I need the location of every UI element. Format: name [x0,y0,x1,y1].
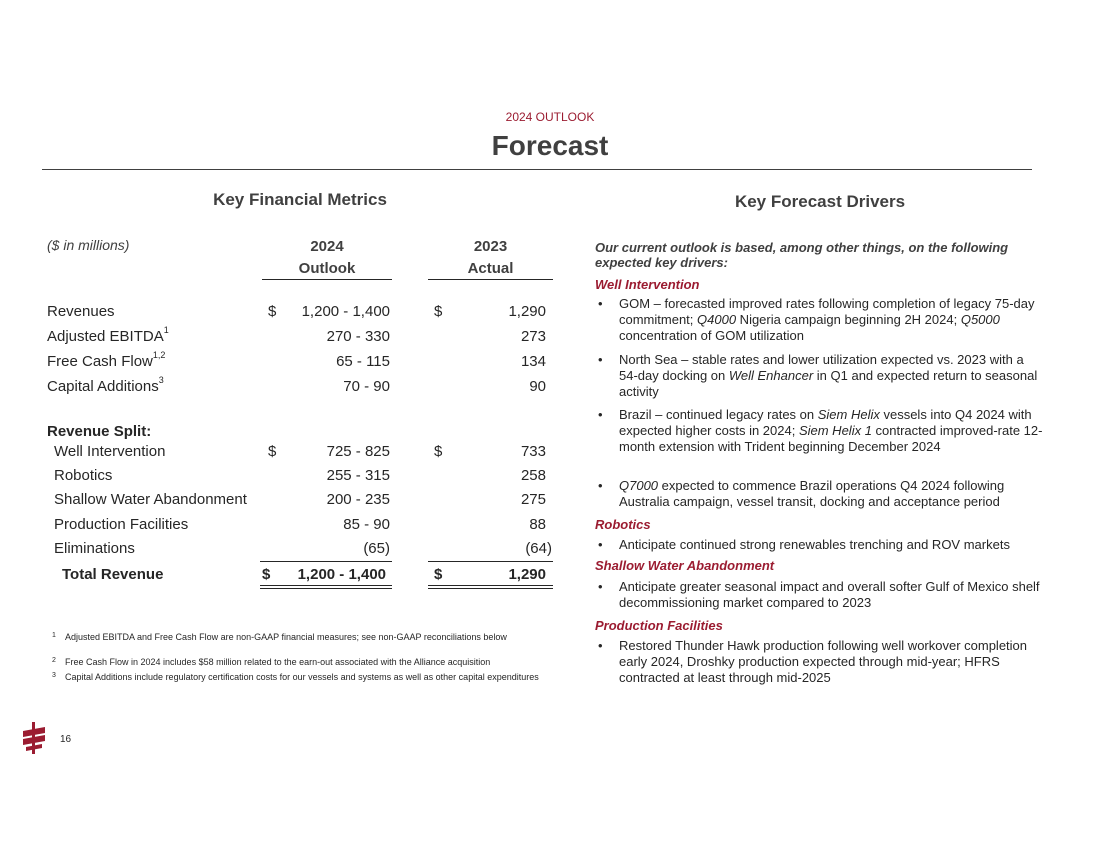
metric-label: Adjusted EBITDA$^1$ [47,325,169,345]
section-eyebrow: 2024 OUTLOOK [505,110,595,124]
currency-2024: $ [268,303,277,320]
helix-logo-icon [20,722,48,754]
split-label: Shallow Water Abandonment [54,491,247,508]
total-label: Total Revenue [62,566,164,583]
metric-row-capital-additions [0,375,600,402]
bullet-dot: • [598,352,603,367]
footnote-2: 2 Free Cash Flow in 2024 includes $58 million related to the earn-out associated with the Alliance acquisition [52,657,491,667]
driver-bullet: • Anticipate continued strong renewables trenching and ROV markets [598,537,1010,552]
metric-label: Capital Additions$^3$ [47,375,164,395]
col-2023-rule [428,279,553,280]
split-label: Eliminations [54,540,135,557]
currency-2024: $ [268,443,277,460]
value-2023: 1,290 [508,566,546,583]
col-2023-header [428,236,553,280]
page-title: Forecast [491,130,609,161]
value-2023: 273 [520,328,546,345]
value-2023: 134 [520,353,546,370]
revenue-split-heading: Revenue Split: [47,423,152,440]
currency-2024: $ [262,566,271,583]
drivers-intro: Our current outlook is based, among other things, on the following expected key drivers: [595,240,1009,270]
currency-2023: $ [434,566,443,583]
units-label: ($ in millions) [47,237,130,253]
bullet-dot: • [598,407,603,422]
value-2023: (64) [525,540,552,557]
driver-bullet: • GOM – forecasted improved rates following completion of legacy 75-day commitment; Q4000 Nigeria campaign beginning 2H 2024; Q5000 concentration of GOM utilization [598,296,1035,343]
col-2024-rule [262,279,392,280]
value-2023: 275 [520,491,546,508]
col-2023-sub: Actual [467,260,514,277]
value-2024: 255 - 315 [326,467,390,484]
footnote-ref: 1 [163,325,169,335]
split-row-well-intervention [0,443,600,467]
value-2024: 725 - 825 [326,443,390,460]
col-2024-year: 2024 [310,238,344,255]
category-robotics: Robotics [595,517,651,532]
page-number: 16 [60,734,72,745]
split-row-robotics [0,467,600,491]
driver-bullet: • North Sea – stable rates and lower utilization expected vs. 2023 with a 54-day docking on Well Enhancer in Q1 and expected return to seasonal activity [598,352,1038,399]
metric-label: Free Cash Flow$^{1,2}$ [47,350,166,370]
footnote-1: 1 Adjusted EBITDA and Free Cash Flow are non-GAAP financial measures; see non-GAAP reconciliations below [52,632,507,642]
metric-row-adjusted-ebitda [0,325,600,352]
total-double-rule-2024 [260,585,392,589]
bullet-dot: • [598,537,603,552]
split-label: Well Intervention [54,443,166,460]
split-row-production-facilities [0,516,600,540]
driver-bullet: • Q7000 expected to commence Brazil operations Q4 2024 following Australia campaign, vessel transit, docking and acceptance period [598,478,1005,509]
metric-label: Revenues [47,303,115,320]
value-2024: (65) [363,540,390,557]
value-2023: 258 [520,467,546,484]
currency-2023: $ [434,303,443,320]
split-row-shallow-water [0,491,600,515]
driver-bullet: • Restored Thunder Hawk production following well workover completion early 2024, Droshky production expected through mid-year; HFRS contracted at least through mid-2025 [598,638,1028,685]
drivers-heading: Key Forecast Drivers [734,192,906,211]
metric-row-free-cash-flow [0,350,600,377]
col-2024-sub: Outlook [298,260,356,277]
driver-bullet: • Anticipate greater seasonal impact and overall softer Gulf of Mexico shelf decommissioning market compared to 2023 [598,579,1040,610]
category-shallow-water: Shallow Water Abandonment [595,558,775,573]
metric-row-revenues [0,303,600,327]
subtotal-rule-2024 [260,561,392,562]
split-label: Production Facilities [54,516,189,533]
subtotal-rule-2023 [428,561,553,562]
bullet-dot: • [598,579,603,594]
bullet-dot: • [598,296,603,311]
footnote-ref: 1,2 [152,350,166,360]
value-2024: 65 - 115 [336,353,390,370]
driver-bullet: • Brazil – continued legacy rates on Siem Helix vessels into Q4 2024 with expected higher costs in 2024; Siem Helix 1 contracted improved-rate 12-month extension with Trident beginning December 2024 [598,407,1043,454]
split-label: Robotics [54,467,113,484]
value-2024: 70 - 90 [343,378,390,395]
value-2023: 88 [529,516,546,533]
bullet-dot: • [598,638,603,653]
currency-2023: $ [434,443,443,460]
value-2023: 1,290 [508,303,546,320]
category-well-intervention: Well Intervention [595,277,700,292]
col-2024-header [262,236,392,280]
value-2023: 90 [529,378,546,395]
value-2024: 200 - 235 [326,491,390,508]
value-2024: 1,200 - 1,400 [301,303,390,320]
value-2024: 270 - 330 [326,328,390,345]
value-2023: 733 [520,443,546,460]
metrics-heading: Key Financial Metrics [213,190,387,209]
bullet-dot: • [598,478,603,493]
footnote-3: 3 Capital Additions include regulatory certification costs for our vessels and systems as well as other capital expenditures [52,672,539,682]
total-double-rule-2023 [428,585,553,589]
title-divider [42,169,1032,170]
col-2023-year: 2023 [473,238,508,255]
footnote-ref: 3 [158,375,164,385]
category-production-facilities: Production Facilities [595,618,723,633]
value-2024: 1,200 - 1,400 [297,566,386,583]
value-2024: 85 - 90 [343,516,390,533]
